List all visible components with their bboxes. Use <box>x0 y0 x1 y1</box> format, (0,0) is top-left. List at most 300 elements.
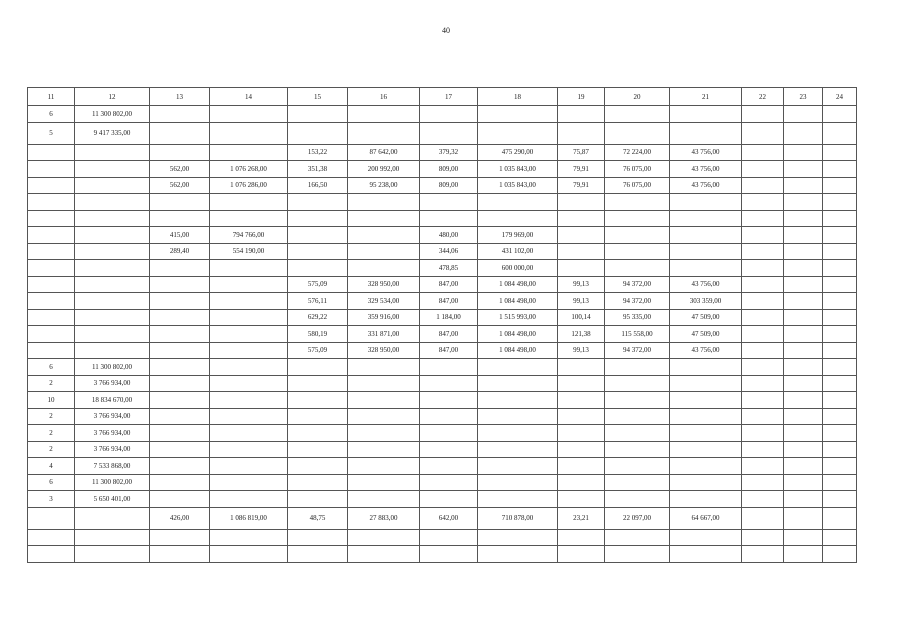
table-row <box>28 474 857 491</box>
table-cell: 847,00 <box>420 293 478 310</box>
table-row <box>28 425 857 442</box>
column-header: 13 <box>150 88 210 106</box>
table-cell <box>288 243 348 260</box>
table-cell <box>348 474 420 491</box>
table-cell: 331 871,00 <box>348 326 420 343</box>
table-cell <box>210 106 288 123</box>
table-cell: 710 878,00 <box>478 507 558 529</box>
table-cell: 1 035 843,00 <box>478 161 558 178</box>
table-cell <box>75 293 150 310</box>
table-cell <box>823 106 857 123</box>
table-cell <box>75 243 150 260</box>
table-cell <box>28 243 75 260</box>
table-cell <box>420 210 478 227</box>
column-header: 22 <box>742 88 784 106</box>
table-cell <box>348 529 420 546</box>
table-cell <box>742 106 784 123</box>
table-cell <box>823 122 857 144</box>
table-cell <box>75 309 150 326</box>
table-cell <box>823 507 857 529</box>
table-cell: 75,87 <box>558 144 605 161</box>
table-row <box>28 210 857 227</box>
table-cell <box>558 122 605 144</box>
table-cell: 809,00 <box>420 177 478 194</box>
table-cell: 200 992,00 <box>348 161 420 178</box>
table-cell <box>742 546 784 563</box>
table-cell <box>478 425 558 442</box>
table-cell <box>348 260 420 277</box>
table-cell <box>420 106 478 123</box>
table-cell <box>210 293 288 310</box>
table-cell <box>210 144 288 161</box>
table-cell <box>150 194 210 211</box>
table-cell <box>28 507 75 529</box>
table-cell: 76 075,00 <box>605 161 670 178</box>
table-cell: 629,22 <box>288 309 348 326</box>
table-cell <box>558 408 605 425</box>
table-cell: 18 834 670,00 <box>75 392 150 409</box>
table-cell: 166,50 <box>288 177 348 194</box>
table-cell <box>823 309 857 326</box>
table-cell <box>150 425 210 442</box>
table-cell: 76 075,00 <box>605 177 670 194</box>
table-cell <box>75 529 150 546</box>
table-cell <box>348 122 420 144</box>
table-cell <box>742 458 784 475</box>
table-cell: 847,00 <box>420 326 478 343</box>
table-cell: 426,00 <box>150 507 210 529</box>
table-cell <box>75 342 150 359</box>
table-cell <box>823 546 857 563</box>
table-cell: 94 372,00 <box>605 293 670 310</box>
table-cell: 351,38 <box>288 161 348 178</box>
table-cell <box>28 210 75 227</box>
table-row <box>28 408 857 425</box>
table-cell <box>288 441 348 458</box>
table-cell <box>605 458 670 475</box>
table-cell <box>558 425 605 442</box>
table-cell <box>150 276 210 293</box>
table-cell <box>823 342 857 359</box>
table-cell <box>823 144 857 161</box>
table-cell <box>558 210 605 227</box>
table-cell <box>670 529 742 546</box>
table-cell <box>670 210 742 227</box>
table-cell <box>210 458 288 475</box>
table-row <box>28 546 857 563</box>
table-cell <box>288 122 348 144</box>
table-cell <box>28 529 75 546</box>
table-cell <box>420 194 478 211</box>
table-cell: 2 <box>28 441 75 458</box>
table-cell <box>150 375 210 392</box>
table-cell <box>742 243 784 260</box>
table-row <box>28 491 857 508</box>
table-cell: 303 359,00 <box>670 293 742 310</box>
table-cell <box>742 408 784 425</box>
table-cell <box>605 425 670 442</box>
table-cell <box>150 122 210 144</box>
table-cell <box>75 210 150 227</box>
table-cell: 415,00 <box>150 227 210 244</box>
table-cell <box>823 260 857 277</box>
table-cell <box>348 194 420 211</box>
table-cell <box>742 194 784 211</box>
table-cell <box>558 243 605 260</box>
table-cell <box>558 359 605 376</box>
table-cell: 47 509,00 <box>670 309 742 326</box>
table-cell <box>742 425 784 442</box>
table-row <box>28 309 857 326</box>
table-cell: 328 950,00 <box>348 276 420 293</box>
table-cell <box>823 210 857 227</box>
table-cell <box>75 194 150 211</box>
table-cell: 847,00 <box>420 342 478 359</box>
table-cell <box>478 474 558 491</box>
table-cell: 575,09 <box>288 342 348 359</box>
table-cell <box>28 161 75 178</box>
table-cell <box>150 144 210 161</box>
table-cell: 11 300 802,00 <box>75 106 150 123</box>
table-cell <box>150 210 210 227</box>
table-cell <box>784 326 823 343</box>
table-cell <box>742 474 784 491</box>
table-cell <box>670 243 742 260</box>
table-cell <box>288 106 348 123</box>
table-cell: 3 766 934,00 <box>75 441 150 458</box>
table-cell <box>558 474 605 491</box>
table-cell <box>823 293 857 310</box>
table-cell <box>742 491 784 508</box>
table-cell <box>150 408 210 425</box>
table-cell <box>420 359 478 376</box>
table-cell <box>742 529 784 546</box>
table-cell: 1 076 268,00 <box>210 161 288 178</box>
table-cell <box>28 276 75 293</box>
table-cell: 480,00 <box>420 227 478 244</box>
table-cell <box>288 227 348 244</box>
table-cell <box>210 408 288 425</box>
column-header: 11 <box>28 88 75 106</box>
table-cell <box>288 392 348 409</box>
table-row <box>28 276 857 293</box>
table-cell <box>558 546 605 563</box>
table-cell <box>288 529 348 546</box>
table-cell: 43 756,00 <box>670 144 742 161</box>
table-cell: 562,00 <box>150 161 210 178</box>
table-cell: 27 883,00 <box>348 507 420 529</box>
table-cell <box>210 425 288 442</box>
table-cell <box>210 474 288 491</box>
table-cell <box>784 474 823 491</box>
table-cell <box>784 177 823 194</box>
table-cell <box>823 227 857 244</box>
table-cell: 2 <box>28 375 75 392</box>
table-cell <box>823 408 857 425</box>
table-cell <box>823 375 857 392</box>
table-cell <box>150 359 210 376</box>
table-cell <box>558 441 605 458</box>
table-cell: 79,91 <box>558 177 605 194</box>
table-cell <box>670 375 742 392</box>
table-row <box>28 441 857 458</box>
table-cell <box>210 276 288 293</box>
table-cell: 11 300 802,00 <box>75 474 150 491</box>
table-cell: 115 558,00 <box>605 326 670 343</box>
table-cell <box>784 441 823 458</box>
table-cell <box>823 425 857 442</box>
table-row <box>28 529 857 546</box>
table-cell <box>558 260 605 277</box>
table-cell <box>558 458 605 475</box>
table-cell <box>558 529 605 546</box>
table-cell <box>742 122 784 144</box>
table-cell: 379,32 <box>420 144 478 161</box>
table-cell <box>670 260 742 277</box>
table-cell <box>784 309 823 326</box>
table-cell <box>742 260 784 277</box>
table-cell <box>210 491 288 508</box>
table-cell: 95 335,00 <box>605 309 670 326</box>
table-cell: 72 224,00 <box>605 144 670 161</box>
table-cell <box>670 194 742 211</box>
table-row <box>28 194 857 211</box>
table-cell <box>605 546 670 563</box>
table-row <box>28 458 857 475</box>
table-cell <box>420 392 478 409</box>
table-cell: 99,13 <box>558 276 605 293</box>
table-cell: 5 <box>28 122 75 144</box>
table-cell <box>28 342 75 359</box>
table-cell <box>742 276 784 293</box>
table-cell <box>784 408 823 425</box>
table-cell <box>75 260 150 277</box>
table-cell <box>210 546 288 563</box>
table-cell: 1 184,00 <box>420 309 478 326</box>
table-cell <box>420 458 478 475</box>
table-cell <box>670 441 742 458</box>
table-cell <box>784 227 823 244</box>
table-cell <box>823 194 857 211</box>
table-cell: 562,00 <box>150 177 210 194</box>
table-cell <box>28 194 75 211</box>
table-cell <box>150 546 210 563</box>
table-cell <box>150 441 210 458</box>
table-row <box>28 106 857 123</box>
table-cell <box>558 106 605 123</box>
table-cell <box>210 342 288 359</box>
table-cell <box>784 122 823 144</box>
table-cell: 6 <box>28 106 75 123</box>
table-cell <box>558 227 605 244</box>
table-cell <box>28 326 75 343</box>
table-cell <box>742 342 784 359</box>
table-cell <box>348 227 420 244</box>
table-cell <box>605 122 670 144</box>
table-cell <box>742 375 784 392</box>
table-cell <box>210 326 288 343</box>
table-cell <box>478 491 558 508</box>
table-cell: 79,91 <box>558 161 605 178</box>
table-cell <box>823 161 857 178</box>
table-cell <box>288 260 348 277</box>
table-cell <box>478 106 558 123</box>
table-cell <box>348 441 420 458</box>
table-cell <box>605 227 670 244</box>
table-cell <box>605 529 670 546</box>
table-cell <box>742 441 784 458</box>
table-cell <box>670 474 742 491</box>
table-cell <box>605 441 670 458</box>
table-cell <box>150 474 210 491</box>
table-cell <box>784 546 823 563</box>
table-cell <box>348 375 420 392</box>
table-row <box>28 342 857 359</box>
table-cell <box>150 309 210 326</box>
table-cell <box>670 122 742 144</box>
table-cell <box>150 260 210 277</box>
page-number: 40 <box>442 26 450 35</box>
table-cell <box>605 194 670 211</box>
table-cell: 3 766 934,00 <box>75 375 150 392</box>
table-cell <box>558 194 605 211</box>
table-cell: 5 650 401,00 <box>75 491 150 508</box>
column-header: 19 <box>558 88 605 106</box>
table-cell <box>784 106 823 123</box>
table-cell: 87 642,00 <box>348 144 420 161</box>
table-cell <box>558 491 605 508</box>
table-cell: 9 417 335,00 <box>75 122 150 144</box>
table-cell: 1 084 498,00 <box>478 276 558 293</box>
table-cell: 179 969,00 <box>478 227 558 244</box>
table-cell: 478,85 <box>420 260 478 277</box>
table-cell <box>558 375 605 392</box>
table-cell <box>28 309 75 326</box>
table-cell: 642,00 <box>420 507 478 529</box>
table-cell <box>670 458 742 475</box>
table-row <box>28 177 857 194</box>
table-cell: 64 667,00 <box>670 507 742 529</box>
table-row <box>28 392 857 409</box>
table-cell <box>670 408 742 425</box>
table-cell: 2 <box>28 425 75 442</box>
table-cell <box>784 507 823 529</box>
table-cell <box>605 359 670 376</box>
column-header: 23 <box>784 88 823 106</box>
table-cell <box>210 441 288 458</box>
table-cell: 4 <box>28 458 75 475</box>
table-cell: 328 950,00 <box>348 342 420 359</box>
table-cell <box>742 392 784 409</box>
table-cell: 3 766 934,00 <box>75 425 150 442</box>
table-cell: 847,00 <box>420 276 478 293</box>
table-cell <box>288 491 348 508</box>
table-cell: 575,09 <box>288 276 348 293</box>
table-cell <box>420 441 478 458</box>
table-cell: 359 916,00 <box>348 309 420 326</box>
table-cell <box>742 293 784 310</box>
table-cell <box>75 507 150 529</box>
table-cell <box>288 375 348 392</box>
table-cell <box>605 392 670 409</box>
table-cell <box>823 326 857 343</box>
table-cell <box>670 392 742 409</box>
table-row <box>28 243 857 260</box>
table-cell <box>348 106 420 123</box>
table-cell <box>348 425 420 442</box>
table-cell <box>605 260 670 277</box>
table-cell <box>823 177 857 194</box>
table-cell <box>742 227 784 244</box>
header-row <box>28 88 857 106</box>
table-cell <box>742 359 784 376</box>
table-cell: 344,06 <box>420 243 478 260</box>
table-cell: 99,13 <box>558 293 605 310</box>
table-cell: 43 756,00 <box>670 342 742 359</box>
table-cell <box>288 359 348 376</box>
column-header: 15 <box>288 88 348 106</box>
table-cell <box>605 210 670 227</box>
table-cell: 1 084 498,00 <box>478 293 558 310</box>
table-cell <box>478 375 558 392</box>
table-cell <box>420 122 478 144</box>
table-cell: 1 084 498,00 <box>478 342 558 359</box>
table-cell <box>28 293 75 310</box>
table-cell <box>823 474 857 491</box>
table-cell <box>823 458 857 475</box>
table-cell <box>742 507 784 529</box>
table-row <box>28 122 857 144</box>
table-cell <box>784 529 823 546</box>
table-cell: 43 756,00 <box>670 177 742 194</box>
table-cell <box>288 458 348 475</box>
table-cell <box>478 408 558 425</box>
table-cell: 1 084 498,00 <box>478 326 558 343</box>
table-cell <box>784 425 823 442</box>
table-cell <box>742 144 784 161</box>
table-cell <box>210 375 288 392</box>
table-cell <box>348 491 420 508</box>
table-cell <box>742 210 784 227</box>
table-cell <box>478 194 558 211</box>
table-cell <box>150 106 210 123</box>
table-cell: 1 076 286,00 <box>210 177 288 194</box>
table-cell <box>478 529 558 546</box>
table-cell <box>28 227 75 244</box>
table-cell <box>150 458 210 475</box>
table-row <box>28 144 857 161</box>
table-row <box>28 359 857 376</box>
table-cell <box>420 546 478 563</box>
column-header: 18 <box>478 88 558 106</box>
table-cell: 95 238,00 <box>348 177 420 194</box>
table-cell: 554 190,00 <box>210 243 288 260</box>
table-cell <box>420 491 478 508</box>
table-cell <box>28 177 75 194</box>
table-cell <box>348 210 420 227</box>
table-cell <box>288 546 348 563</box>
table-cell: 10 <box>28 392 75 409</box>
table-cell: 99,13 <box>558 342 605 359</box>
table-cell <box>210 392 288 409</box>
table-cell <box>75 161 150 178</box>
table-cell <box>75 177 150 194</box>
table-cell <box>478 546 558 563</box>
table-cell <box>478 392 558 409</box>
table-cell <box>420 474 478 491</box>
table-cell <box>823 276 857 293</box>
table-row <box>28 293 857 310</box>
